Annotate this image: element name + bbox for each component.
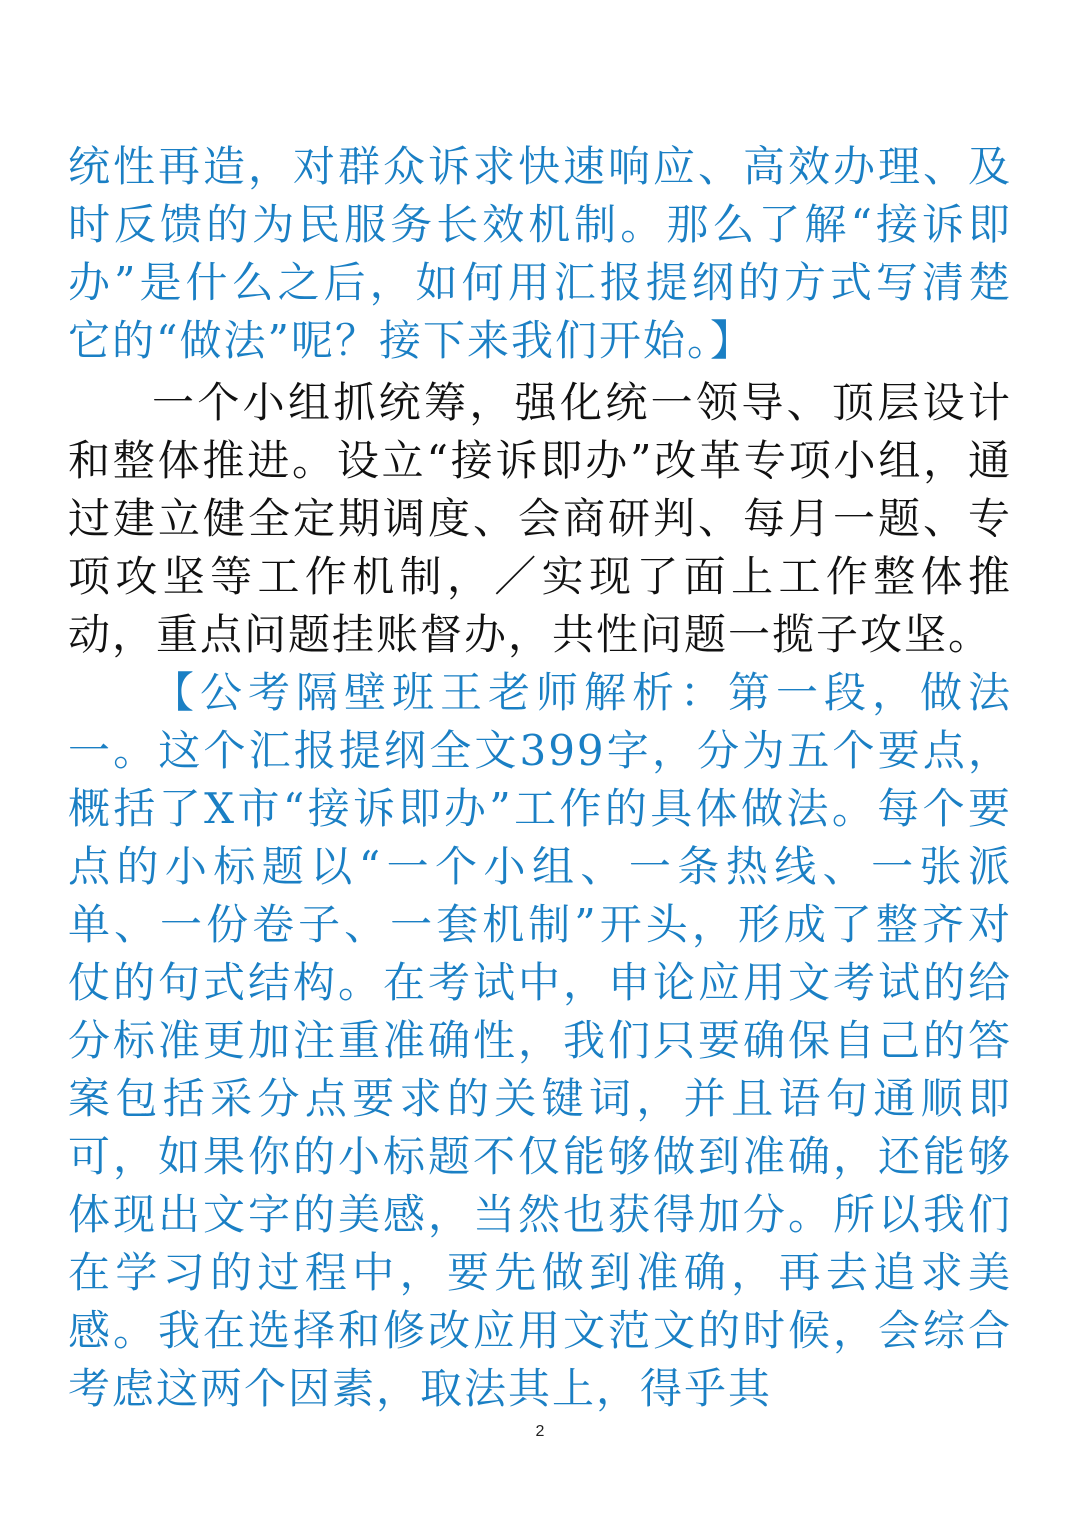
body-paragraph-method-one: 一个小组抓统筹，强化统一领导、顶层设计和整体推进。设立“接诉即办”改革专项小组，通过建立健全定期调度、会商研判、每月一题、专项攻坚等工作机制，／实现了面上工作整体推动，重点问题挂账督办，共性问题一揽子攻坚。: [68, 378, 1012, 659]
commentary-paragraph-continued: 统性再造，对群众诉求快速响应、高效办理、及时反馈的为民服务长效机制。那么了解“接诉即办”是什么之后，如何用汇报提纲的方式写清楚它的“做法”呢？接下来我们开始。】: [68, 142, 1012, 365]
page-number: 2: [535, 1423, 545, 1440]
commentary-paragraph-analysis: 【公考隔壁班王老师解析：第一段，做法一。这个汇报提纲全文399字，分为五个要点，概括了X市“接诉即办”工作的具体做法。每个要点的小标题以“一个小组、一条热线、一张派单、一份卷子、一套机制”开头，形成了整齐对仗的句式结构。在考试中，申论应用文考试的给分标准更加注重准确性，我们只要确保自己的答案包括采分点要求的关键词，并且语句通顺即可，如果你的小标题不仅能够做到准确，还能够体现出文字的美感，当然也获得加分。所以我们在学习的过程中，要先做到准确，再去追求美感。我在选择和修改应用文范文的时候，会综合考虑这两个因素，取法其上，得乎其: [68, 668, 1012, 1413]
